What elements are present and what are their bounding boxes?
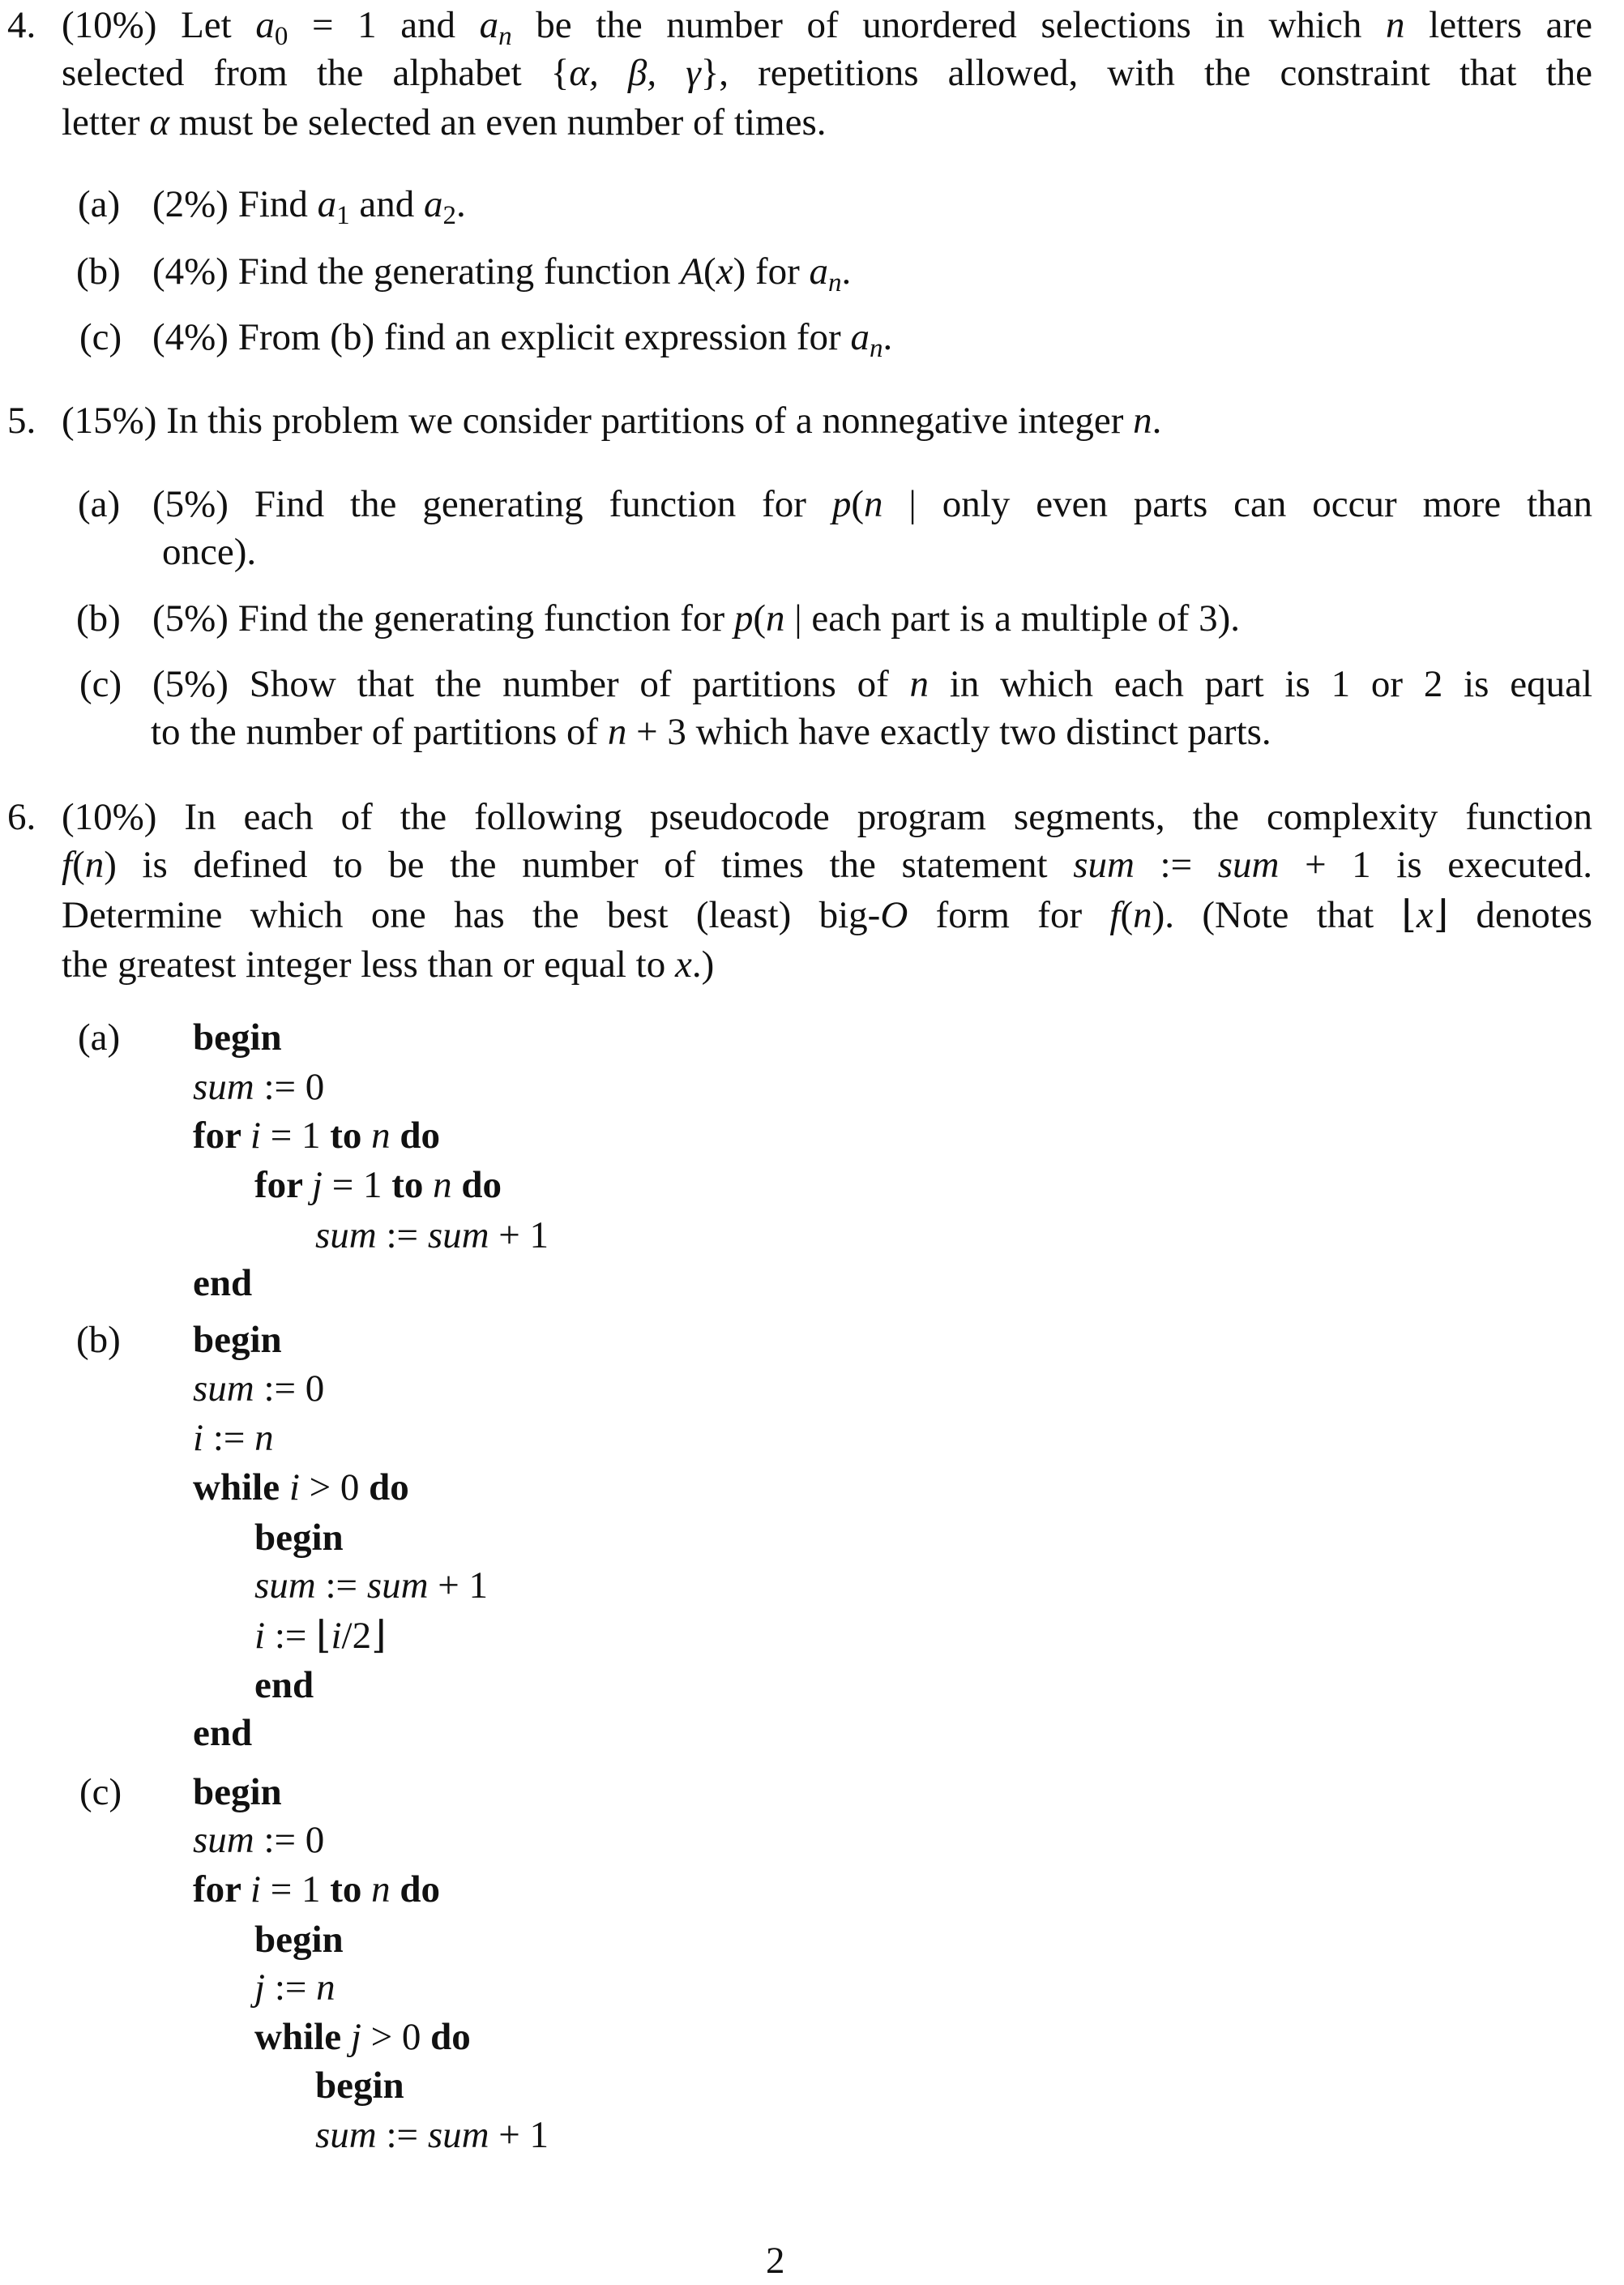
text-segment: ( <box>1120 894 1134 936</box>
question-4c-text <box>152 313 892 362</box>
math-symbol: 1 <box>336 201 350 230</box>
question-4a-text <box>152 180 466 229</box>
text-segment: to the number of partitions of <box>151 711 608 753</box>
code-line <box>254 2013 471 2061</box>
math-symbol: n <box>1386 4 1405 46</box>
math-symbol: n <box>828 268 842 297</box>
text-segment: := <box>376 1214 428 1256</box>
part-label: (a) <box>78 183 121 225</box>
math-symbol: sum <box>427 1214 489 1256</box>
math-symbol: 2 <box>442 201 457 230</box>
text-segment: := <box>203 1417 255 1459</box>
text-segment: ( <box>753 597 767 640</box>
code-line <box>254 1161 502 1209</box>
part-label: (b) <box>76 597 121 640</box>
question-4-text-line <box>62 98 826 147</box>
keyword: begin <box>315 2065 404 2107</box>
text-segment: | each part is a multiple of 3). <box>784 597 1240 640</box>
text-segment: letter <box>62 101 150 143</box>
code-line <box>193 1013 282 1062</box>
keyword: do <box>451 1164 502 1206</box>
text-segment: in which each part is 1 or 2 is equal <box>929 663 1592 705</box>
question-4b-text <box>152 247 851 296</box>
math-symbol: sum <box>193 1819 254 1861</box>
math-symbol: 0 <box>274 22 288 49</box>
text-segment: (4%) From (b) find an explicit expression for <box>152 316 851 358</box>
text-segment: the greatest integer less than or equal to <box>62 944 675 986</box>
text-segment: = 1 and <box>288 4 480 46</box>
math-symbol: sum <box>254 1564 316 1607</box>
math-symbol: n <box>869 334 883 363</box>
part-label: (a) <box>78 483 121 525</box>
keyword: begin <box>193 1771 282 1813</box>
text-segment: ) for <box>733 250 810 293</box>
text-segment: and <box>349 183 425 225</box>
math-symbol: n <box>84 844 105 886</box>
text-segment: > 0 <box>361 2016 431 2058</box>
keyword: to <box>391 1164 434 1206</box>
question-4-text-line <box>62 1 1592 49</box>
text-segment: /2⌋ <box>341 1615 387 1657</box>
text-segment: + 1 <box>428 1564 489 1607</box>
text-segment: > 0 <box>299 1466 370 1508</box>
question-5-text-line <box>62 396 1161 445</box>
question-5a-text <box>152 480 1592 528</box>
math-symbol: f <box>1109 894 1121 936</box>
code-line <box>254 1561 488 1610</box>
page-number: 2 <box>766 2240 785 2282</box>
part-label: (b) <box>76 250 121 293</box>
text-segment: := <box>265 1966 317 2009</box>
text-segment: ⌋ denotes <box>1433 894 1592 936</box>
text-segment: (4%) Find the generating function <box>152 250 681 293</box>
text-segment: + 3 which have exactly two distinct parts. <box>626 711 1271 753</box>
keyword: begin <box>193 1319 282 1361</box>
math-symbol: p <box>733 597 754 640</box>
math-symbol: n <box>1133 400 1152 442</box>
math-symbol: f <box>62 844 73 886</box>
keyword: end <box>254 1664 314 1706</box>
code-line <box>315 2111 549 2159</box>
math-symbol: A <box>680 250 704 293</box>
code-line <box>254 1513 344 1562</box>
text-segment: | only even parts can occur more than <box>883 483 1592 525</box>
text-segment: Determine which one has the best (least) big- <box>62 894 881 936</box>
math-symbol: i <box>250 1115 261 1157</box>
math-symbol: j <box>254 1966 266 2009</box>
code-line <box>254 1915 344 1964</box>
math-symbol: n <box>371 1115 391 1157</box>
text-segment: (10%) Let <box>62 4 256 46</box>
text-segment: (5%) Show that the number of partitions of <box>152 663 910 705</box>
math-symbol: i <box>193 1417 204 1459</box>
math-symbol: sum <box>315 1214 377 1256</box>
text-segment: ( <box>72 844 85 886</box>
program-label: (b) <box>76 1319 121 1361</box>
keyword: to <box>330 1868 372 1911</box>
keyword: for <box>254 1164 312 1206</box>
math-symbol: α <box>149 101 169 143</box>
text-segment: ( <box>851 483 865 525</box>
code-line <box>193 1063 324 1111</box>
text-segment: + 1 is executed. <box>1279 844 1592 886</box>
keyword: do <box>369 1466 409 1508</box>
math-symbol: p <box>831 483 852 525</box>
code-line <box>254 1963 335 2012</box>
text-segment: := 0 <box>254 1367 325 1410</box>
math-symbol: n <box>607 711 627 753</box>
code-line <box>193 1463 409 1512</box>
question-4-number: 4. <box>7 4 36 46</box>
math-symbol: α, β, γ <box>569 52 701 94</box>
text-segment: . <box>1152 400 1162 442</box>
text-segment: (15%) In this problem we consider partitions of a nonnegative integer <box>62 400 1134 442</box>
question-5b-text <box>152 594 1240 643</box>
math-symbol: x <box>716 250 733 293</box>
question-6-text-line <box>62 940 714 989</box>
question-6-number: 6. <box>7 796 36 838</box>
part-label: (c) <box>79 663 122 705</box>
math-symbol: sum <box>193 1367 254 1410</box>
code-line <box>254 1661 314 1709</box>
code-line <box>193 1364 324 1413</box>
code-line <box>193 1768 282 1816</box>
code-line <box>315 2061 404 2110</box>
keyword: for <box>193 1868 250 1911</box>
math-symbol: x <box>674 944 692 986</box>
math-symbol: sum <box>366 1564 429 1607</box>
math-symbol: n <box>1133 894 1152 936</box>
math-symbol: n <box>371 1868 391 1911</box>
math-symbol: a <box>479 4 499 46</box>
text-segment: (5%) Find the generating function for <box>152 483 832 525</box>
keyword: to <box>330 1115 372 1157</box>
keyword: begin <box>254 1919 344 1961</box>
math-symbol: j <box>350 2016 361 2058</box>
code-line <box>193 1865 440 1914</box>
keyword: begin <box>193 1016 282 1059</box>
text-segment: ) is defined to be the number of times the statement <box>104 844 1074 886</box>
text-segment: := ⌊ <box>265 1615 331 1657</box>
math-symbol: a <box>424 183 443 225</box>
math-symbol: n <box>433 1164 452 1206</box>
keyword: do <box>390 1115 441 1157</box>
text-segment: := <box>315 1564 367 1607</box>
code-line <box>193 1316 282 1364</box>
program-label: (a) <box>78 1016 121 1059</box>
math-symbol: O <box>880 894 908 936</box>
text-segment: (5%) Find the generating function for <box>152 597 734 640</box>
code-line <box>193 1414 274 1462</box>
math-symbol: x <box>1416 894 1434 936</box>
question-6-text-line <box>62 891 1592 939</box>
math-symbol: sum <box>315 2114 377 2156</box>
text-segment: form for <box>908 894 1110 936</box>
question-5-number: 5. <box>7 400 36 442</box>
keyword: for <box>193 1115 250 1157</box>
text-segment: := <box>376 2114 428 2156</box>
math-symbol: sum <box>1073 844 1135 886</box>
question-4-text-line <box>62 49 1592 97</box>
text-segment: selected from the alphabet { <box>62 52 570 94</box>
math-symbol: i <box>254 1615 266 1657</box>
code-line <box>193 1111 440 1160</box>
text-segment: must be selected an even number of times. <box>169 101 827 143</box>
math-symbol: sum <box>427 2114 489 2156</box>
text-segment: be the number of unordered selections in which <box>511 4 1387 46</box>
text-segment: = 1 <box>260 1115 331 1157</box>
code-line <box>193 1259 252 1307</box>
text-segment: = 1 <box>322 1164 392 1206</box>
text-segment: + 1 <box>489 2114 549 2156</box>
question-5c-text <box>151 708 1271 756</box>
code-line <box>254 1611 386 1660</box>
text-segment: (2%) Find <box>152 183 318 225</box>
question-5a-text <box>162 528 256 576</box>
math-symbol: i <box>331 1615 342 1657</box>
question-6-text-line <box>62 793 1592 841</box>
question-6-text-line <box>62 841 1592 889</box>
text-segment: = 1 <box>260 1868 331 1911</box>
math-symbol: a <box>317 183 337 225</box>
math-symbol: sum <box>1217 844 1280 886</box>
code-line <box>193 1816 324 1864</box>
code-line <box>315 1211 549 1260</box>
text-segment: .) <box>691 944 715 986</box>
math-symbol: n <box>254 1417 274 1459</box>
text-segment: ). (Note that ⌊ <box>1152 894 1417 936</box>
part-label: (c) <box>79 316 122 358</box>
code-line <box>193 1709 252 1757</box>
question-5c-text <box>152 660 1592 708</box>
math-symbol: sum <box>193 1066 254 1108</box>
text-segment: ( <box>703 250 716 293</box>
keyword: while <box>193 1466 289 1508</box>
math-symbol: n <box>498 22 512 49</box>
math-symbol: i <box>250 1868 261 1911</box>
keyword: while <box>254 2016 351 2058</box>
math-symbol: n <box>316 1966 335 2009</box>
math-symbol: n <box>864 483 883 525</box>
text-segment: (10%) In each of the following pseudocode program segments, the complexity function <box>62 796 1592 838</box>
text-segment: . <box>883 316 893 358</box>
math-symbol: i <box>288 1466 300 1508</box>
text-segment: + 1 <box>489 1214 549 1256</box>
math-symbol: n <box>909 663 930 705</box>
text-segment: := 0 <box>254 1066 325 1108</box>
keyword: end <box>193 1712 253 1754</box>
math-symbol: a <box>809 250 829 293</box>
math-symbol: a <box>850 316 870 358</box>
math-symbol: n <box>766 597 785 640</box>
text-segment: := <box>1134 844 1218 886</box>
keyword: begin <box>254 1517 344 1559</box>
text-segment: letters are <box>1404 4 1592 46</box>
text-segment: }, repetitions allowed, with the constraint that the <box>700 52 1592 94</box>
math-symbol: j <box>311 1164 323 1206</box>
program-label: (c) <box>79 1771 122 1813</box>
math-symbol: a <box>255 4 275 46</box>
text-segment: := 0 <box>254 1819 325 1861</box>
keyword: end <box>193 1262 253 1304</box>
text-segment: . <box>456 183 466 225</box>
text-segment: once). <box>162 531 257 573</box>
keyword: do <box>390 1868 441 1911</box>
text-segment: . <box>841 250 852 293</box>
keyword: do <box>430 2016 471 2058</box>
